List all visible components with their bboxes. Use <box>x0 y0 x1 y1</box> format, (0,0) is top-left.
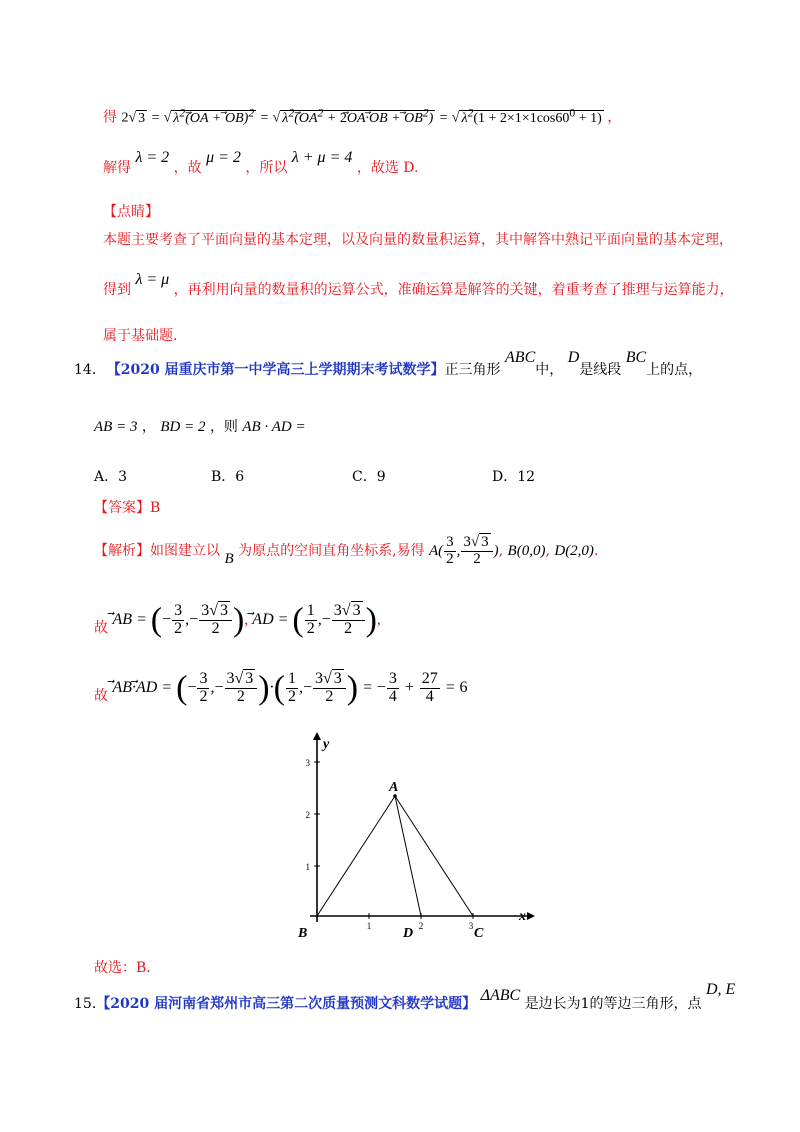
vector-line-2 <box>94 660 468 716</box>
coordinate-graph <box>290 732 550 952</box>
question-15-number: 15. <box>74 996 97 1012</box>
x-tick-label-3: 3 <box>468 921 474 931</box>
line2-end: ，故选 D. <box>356 160 419 176</box>
condition-sep: ， <box>141 419 156 435</box>
answer: 【答案】B <box>94 500 161 516</box>
question-15-text: 是边长为1的等边三角形，点 <box>524 996 702 1012</box>
stem-part-c: 是线段 <box>579 362 622 378</box>
mu-value: μ = 2 <box>206 149 241 166</box>
coord-a: A( $\frac{3}{2}$ , $\frac{3√ 3}{2}$ ) <box>428 534 499 568</box>
segment-ad <box>395 796 421 916</box>
y-tick-label-2: 2 <box>305 810 310 820</box>
condition-bd: BD = 2 <box>160 419 206 435</box>
y-axis-label: y <box>323 737 330 752</box>
x-tick-label-2: 2 <box>418 921 424 931</box>
line2-prefix: 解得 <box>103 160 131 176</box>
stem-part-b: 中， <box>535 362 564 378</box>
y-axis-arrow <box>313 732 321 740</box>
segment-bc: BC <box>625 349 647 366</box>
dianjing-label: 【点睛】 <box>103 204 159 220</box>
dot-product-eq: ⃗ AB·⃗ AD = (− $\frac{3}{2}$ ,− $\frac{3√ 3}{2}$ )·( $\frac{1}{2}$ ,− $\frac{3√ 3}{2}$ ) = − $\frac{3}{4}$ + $\frac{27}{4}$ = 6 <box>112 679 467 696</box>
analysis-origin-b: B <box>224 551 234 567</box>
x-tick-label-1: 1 <box>366 921 372 931</box>
line2-suoyi: ，所以 <box>245 160 288 176</box>
question-number: 14. <box>74 362 97 378</box>
question-14-stem <box>74 350 702 390</box>
analysis-label: 【解析】 <box>94 543 150 559</box>
condition-ab: AB = 3 <box>94 419 138 435</box>
segment-ba <box>317 796 395 916</box>
dianjing-text-1: 本题主要考查了平面向量的基本定理，以及向量的数量积运算，其中解答中熟记平面向量的基本定理， <box>103 232 733 248</box>
dianjing-text2-post: ，再利用向量的数量积的运算公式，准确运算是解答的关键，着重考查了推理与运算能力， <box>173 282 734 298</box>
point-b-label: B <box>298 926 308 941</box>
lambda-value: λ = 2 <box>135 149 170 166</box>
dot-product-result: 6 <box>459 679 468 696</box>
option-c: C．9 <box>352 469 386 485</box>
vector-line-1 <box>94 592 381 648</box>
line1-prefix: 得 <box>103 109 117 126</box>
dianjing-text2-eq: λ = μ <box>135 271 170 288</box>
dianjing-text2-pre: 得到 <box>103 282 131 298</box>
question-15-points: D, E <box>706 981 736 998</box>
point-c-label: C <box>474 926 484 941</box>
analysis-text-2: 为原点的空间直角坐标系,易得 <box>238 543 425 559</box>
question-15-stem <box>74 981 736 1024</box>
condition-then: ，则 <box>209 419 238 435</box>
question-ask: AB · AD = <box>242 419 306 435</box>
coord-b: B(0,0) <box>507 543 546 559</box>
x-axis-arrow <box>527 912 535 920</box>
dianjing-text-2 <box>103 270 734 310</box>
coord-d: D(2,0) <box>554 543 594 559</box>
sum-value: λ + μ = 4 <box>291 149 353 166</box>
vector-ab-eq: ⃗ AB = (− $\frac{3}{2}$ ,− $\frac{3√ 3}{2}$ ), ⃗ AD = ( $\frac{1}{2}$ ,− $\frac{3√ 3}{2}$ ), <box>112 611 380 628</box>
point-d-label: D <box>403 926 414 941</box>
line1-equation: 2√ 3 = √ $\lambda^2(⃗$ OA + ⃗ OB)$^2$ = √ $\lambda^2(⃗$ $OA^2$ + 2⃗ OA·⃗ OB + ⃗ $OB^2$) = √ $\lambda^2(1 + 2\times 1\times 1\cos 60^0 + 1)$ <box>121 110 607 126</box>
option-a: A．3 <box>94 469 128 485</box>
segment-ac <box>395 796 473 916</box>
equation-line-1 <box>103 96 621 130</box>
x-axis-label: x <box>519 909 526 924</box>
option-d: D．12 <box>492 469 536 485</box>
conclusion: 故选：B. <box>94 960 151 976</box>
question-14-conditions <box>94 410 306 444</box>
equation-line-2 <box>103 148 418 188</box>
y-tick-label-1: 1 <box>305 862 310 872</box>
point-a-label: A <box>389 780 399 795</box>
vector-ab: ⃗ AB <box>112 592 132 648</box>
question-15-triangle: ΔABC <box>480 987 521 1004</box>
question-source: 【2020 届重庆市第一中学高三上学期期末考试数学】 <box>106 362 445 378</box>
triangle-abc: ABC <box>505 349 536 366</box>
point-d: D <box>567 349 580 366</box>
dianjing-text-3: 属于基础题. <box>103 328 178 344</box>
vector-ad: ⃗ AD <box>252 592 273 648</box>
gu-2: 故 <box>94 688 108 704</box>
question-15-source: 【2020 届河南省郑州市高三第二次质量预测文科数学试题】 <box>96 996 477 1012</box>
analysis-line: 【解析】如图建立以 B 为原点的空间直角坐标系,易得 A( $\frac{3}{2}$ , $\frac{3√ 3}{2}$ ), B(0,0), D(2,0). <box>94 534 599 568</box>
line1-suffix: ， <box>607 109 622 126</box>
line2-gu: ，故 <box>173 160 202 176</box>
stem-part-a: 正三角形 <box>444 362 501 378</box>
analysis-text: 如图建立以 <box>150 543 220 559</box>
option-b: B．6 <box>211 469 245 485</box>
stem-part-d: 上的点， <box>646 362 703 378</box>
gu-1: 故 <box>94 620 108 636</box>
y-tick-label-3: 3 <box>305 758 310 768</box>
